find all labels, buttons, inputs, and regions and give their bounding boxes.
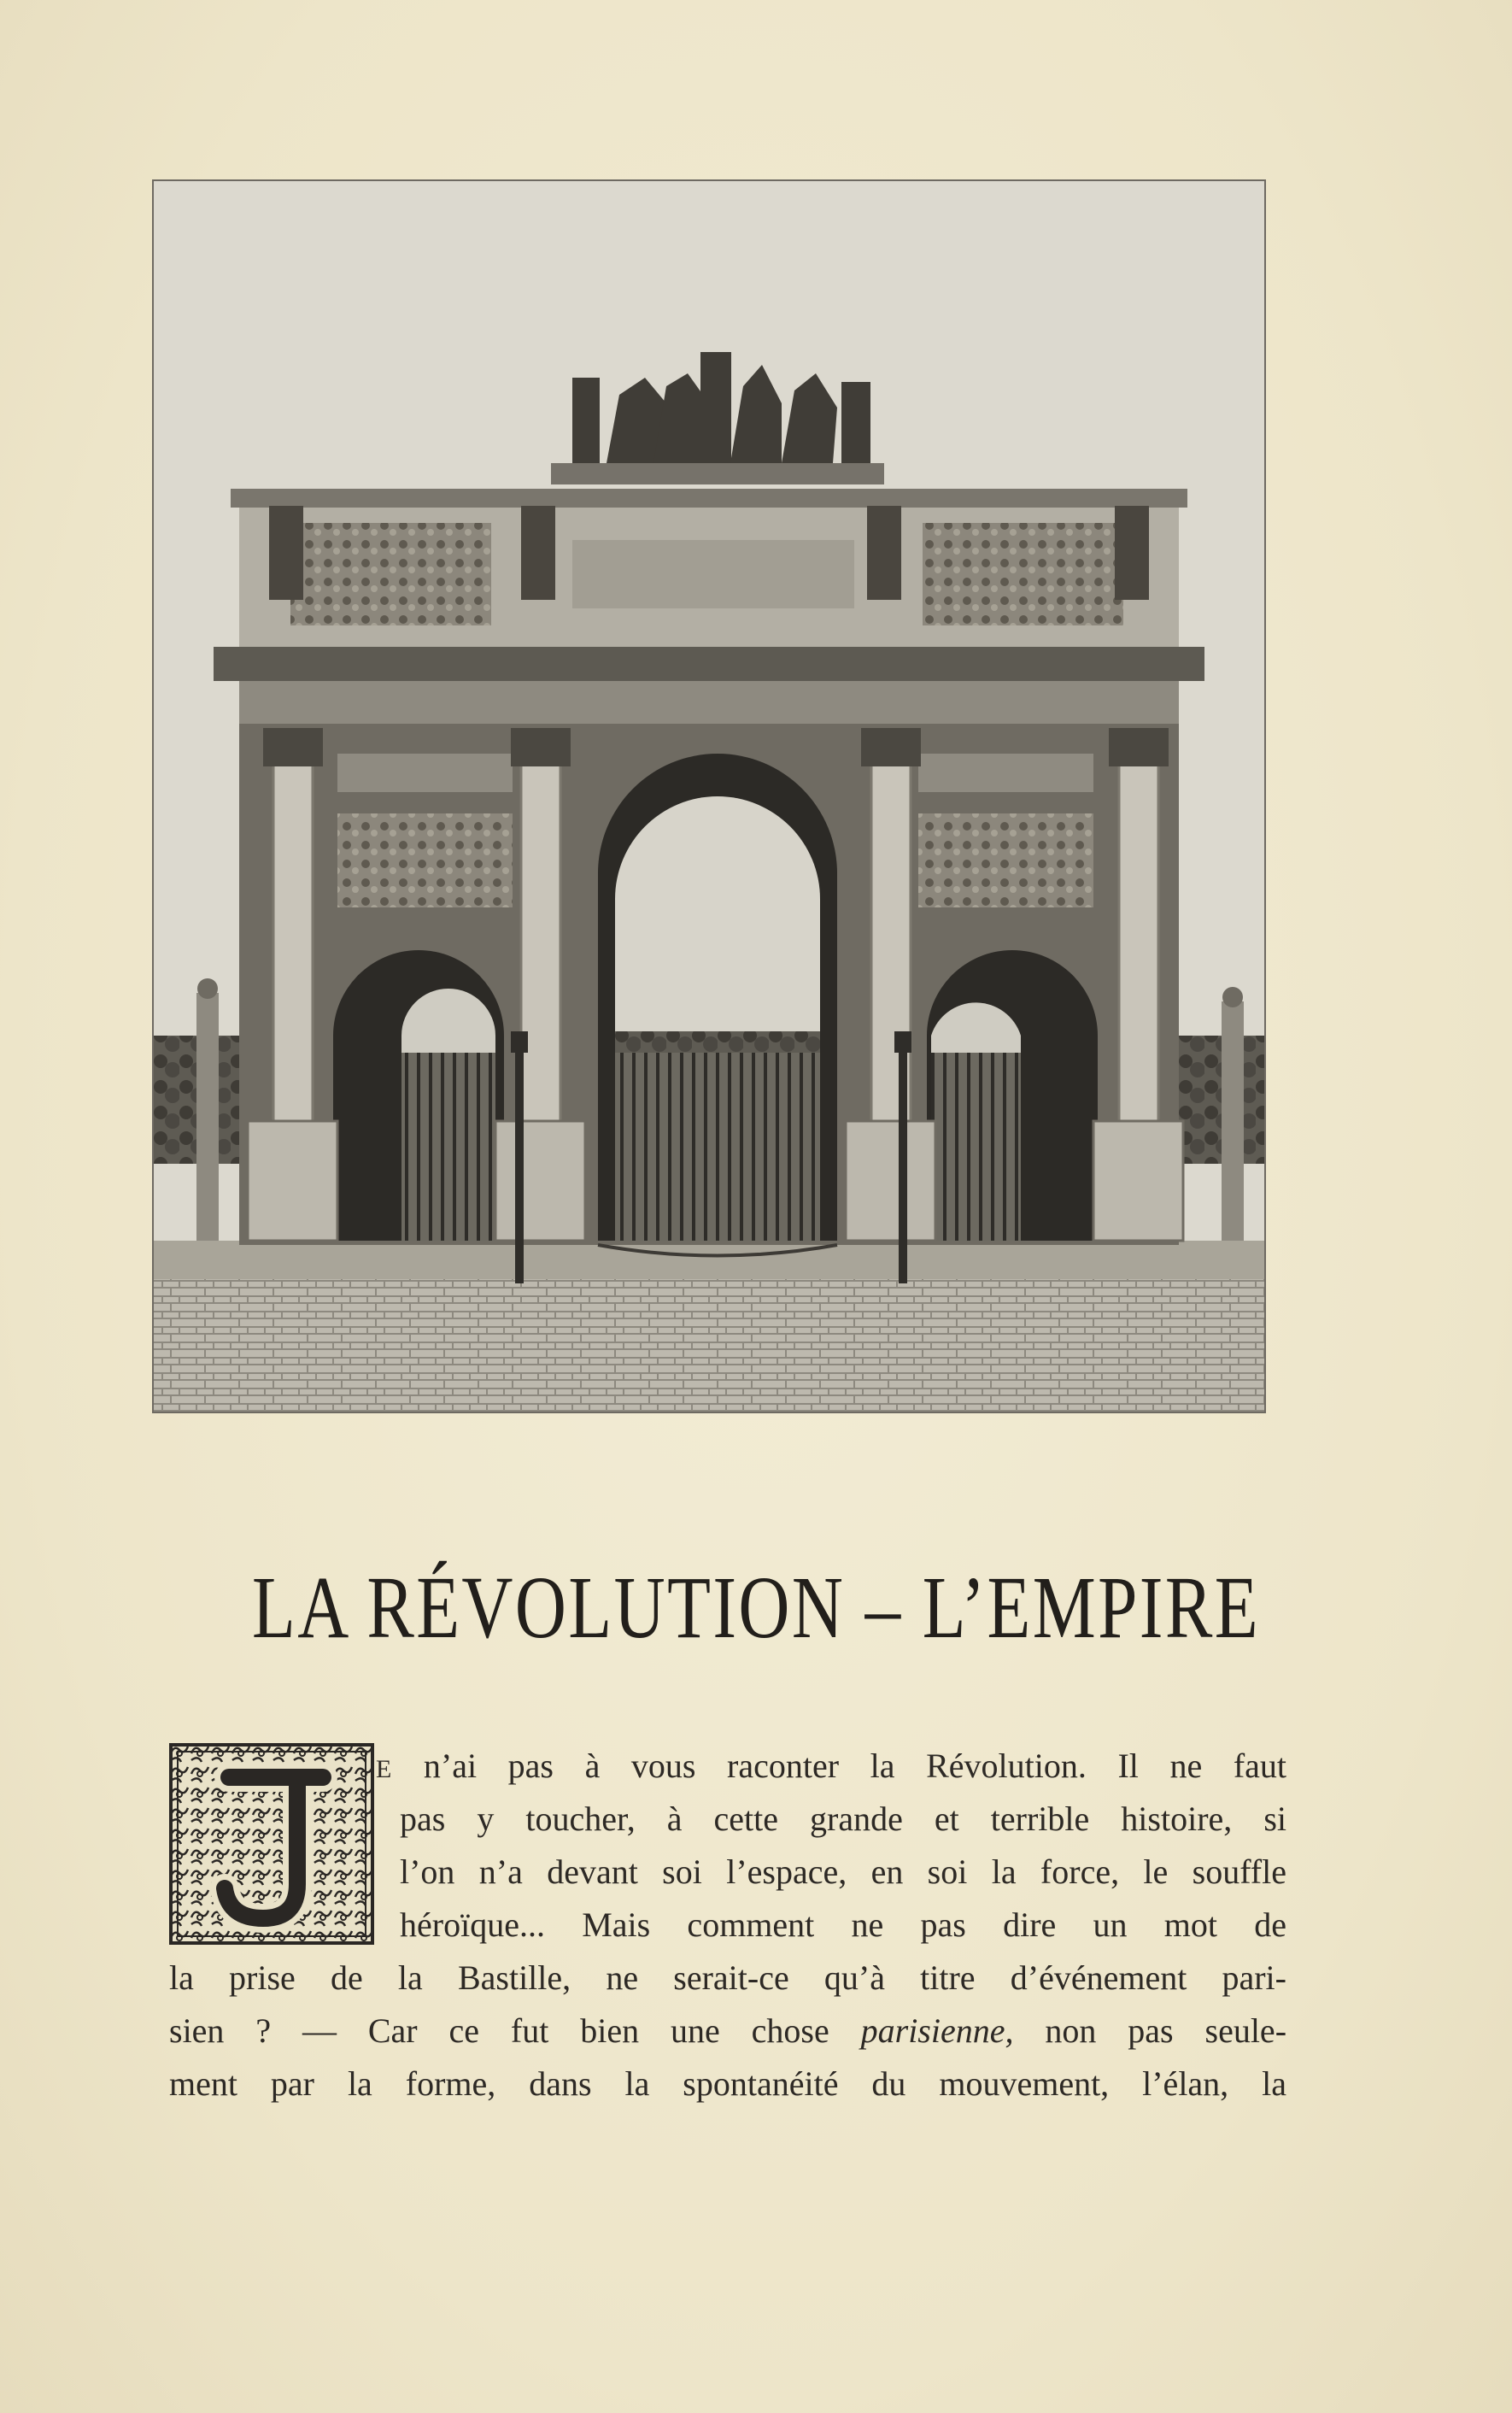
text-line-1: [376, 1740, 1286, 1793]
text-line-4: héroïque... Mais comment ne pas dire un mot de: [400, 1905, 1286, 1944]
text-line-2: pas y toucher, à cette grande et terrible histoire, si: [400, 1799, 1286, 1838]
chapter-title: LA RÉVOLUTION – L’EMPIRE: [252, 1559, 1260, 1657]
text-line-6-end: non pas seule-: [1013, 2011, 1287, 2050]
italic-word: parisienne,: [860, 2011, 1014, 2050]
text-line-6-start: sien ? — Car ce fut bien une chose: [169, 2011, 861, 2050]
body-paragraph: [169, 1740, 1286, 2111]
first-letter-continuation: E: [376, 1755, 393, 1783]
arc-de-triomphe-icon: [154, 181, 1264, 1412]
arch-engraving-image: [152, 179, 1266, 1413]
ornamental-drop-cap-icon: [169, 1743, 374, 1945]
text-line-6: [169, 2005, 1286, 2058]
text-line-3: l’on n’a devant soi l’espace, en soi la force, le souffle: [400, 1852, 1286, 1891]
text-line-1-rest: n’ai pas à vous raconter la Révolution. Il ne faut: [392, 1747, 1286, 1785]
text-line-7: ment par la forme, dans la spontanéité du mouvement, l’élan, la: [169, 2064, 1286, 2103]
text-line-5: la prise de la Bastille, ne serait-ce qu’à titre d’événement pari-: [169, 1958, 1286, 1997]
